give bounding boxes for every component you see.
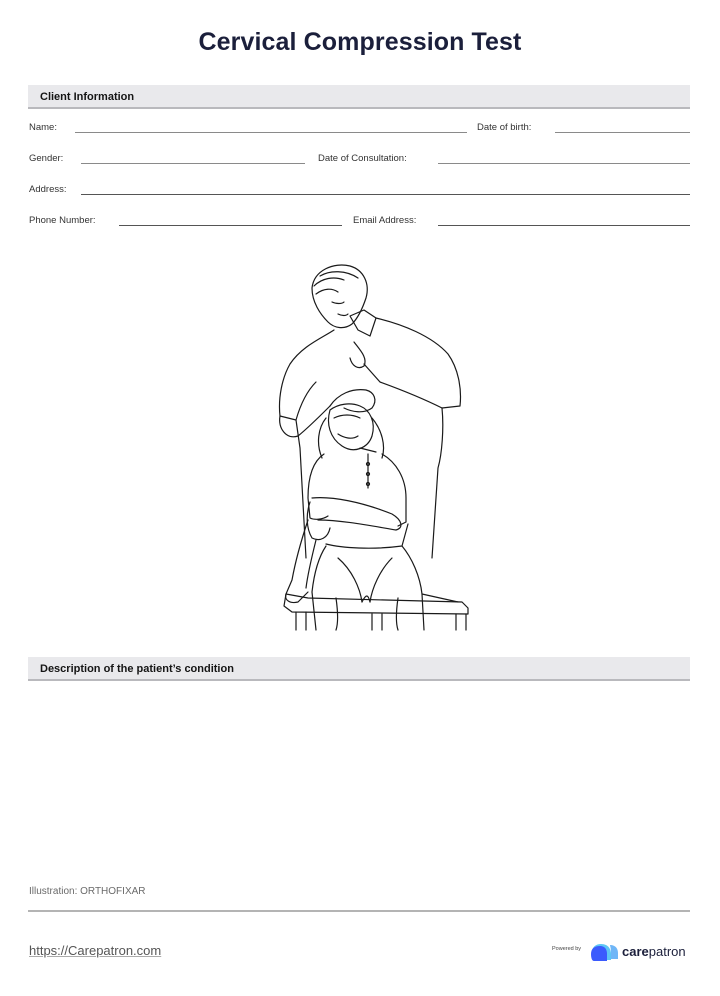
illustration-credit: Illustration: ORTHOFIXAR xyxy=(29,886,146,897)
carepatron-logo-icon xyxy=(591,942,619,962)
gender-consultation-row xyxy=(28,153,690,169)
email-label: Email Address: xyxy=(353,215,417,226)
dob-label: Date of birth: xyxy=(477,122,532,133)
cervical-compression-illustration xyxy=(272,258,482,638)
page-title: Cervical Compression Test xyxy=(198,28,522,56)
powered-by-carepatron xyxy=(552,940,702,964)
dob-field[interactable] xyxy=(555,132,690,133)
powered-by-text: Powered by xyxy=(552,946,582,952)
address-field[interactable] xyxy=(81,194,690,195)
phone-label: Phone Number: xyxy=(29,215,96,226)
condition-header xyxy=(28,657,690,681)
condition-title: Description of the patient’s condition xyxy=(40,663,234,675)
gender-label: Gender: xyxy=(29,153,64,164)
address-row xyxy=(28,184,690,200)
condition-textarea[interactable] xyxy=(28,684,690,874)
consultation-date-field[interactable] xyxy=(438,163,690,164)
consultation-label: Date of Consultation: xyxy=(318,153,407,164)
gender-field[interactable] xyxy=(81,163,305,164)
carepatron-link[interactable]: https://Carepatron.com xyxy=(29,943,162,958)
client-information-title: Client Information xyxy=(40,91,135,103)
carepatron-wordmark: carepatron xyxy=(622,944,686,959)
name-dob-row xyxy=(28,122,690,138)
name-field[interactable] xyxy=(75,132,467,133)
address-label: Address: xyxy=(29,184,67,195)
name-label: Name: xyxy=(29,122,57,133)
phone-field[interactable] xyxy=(119,225,342,226)
email-field[interactable] xyxy=(438,225,690,226)
phone-email-row xyxy=(28,215,690,231)
footer-divider xyxy=(28,910,690,912)
client-information-header xyxy=(28,85,690,109)
